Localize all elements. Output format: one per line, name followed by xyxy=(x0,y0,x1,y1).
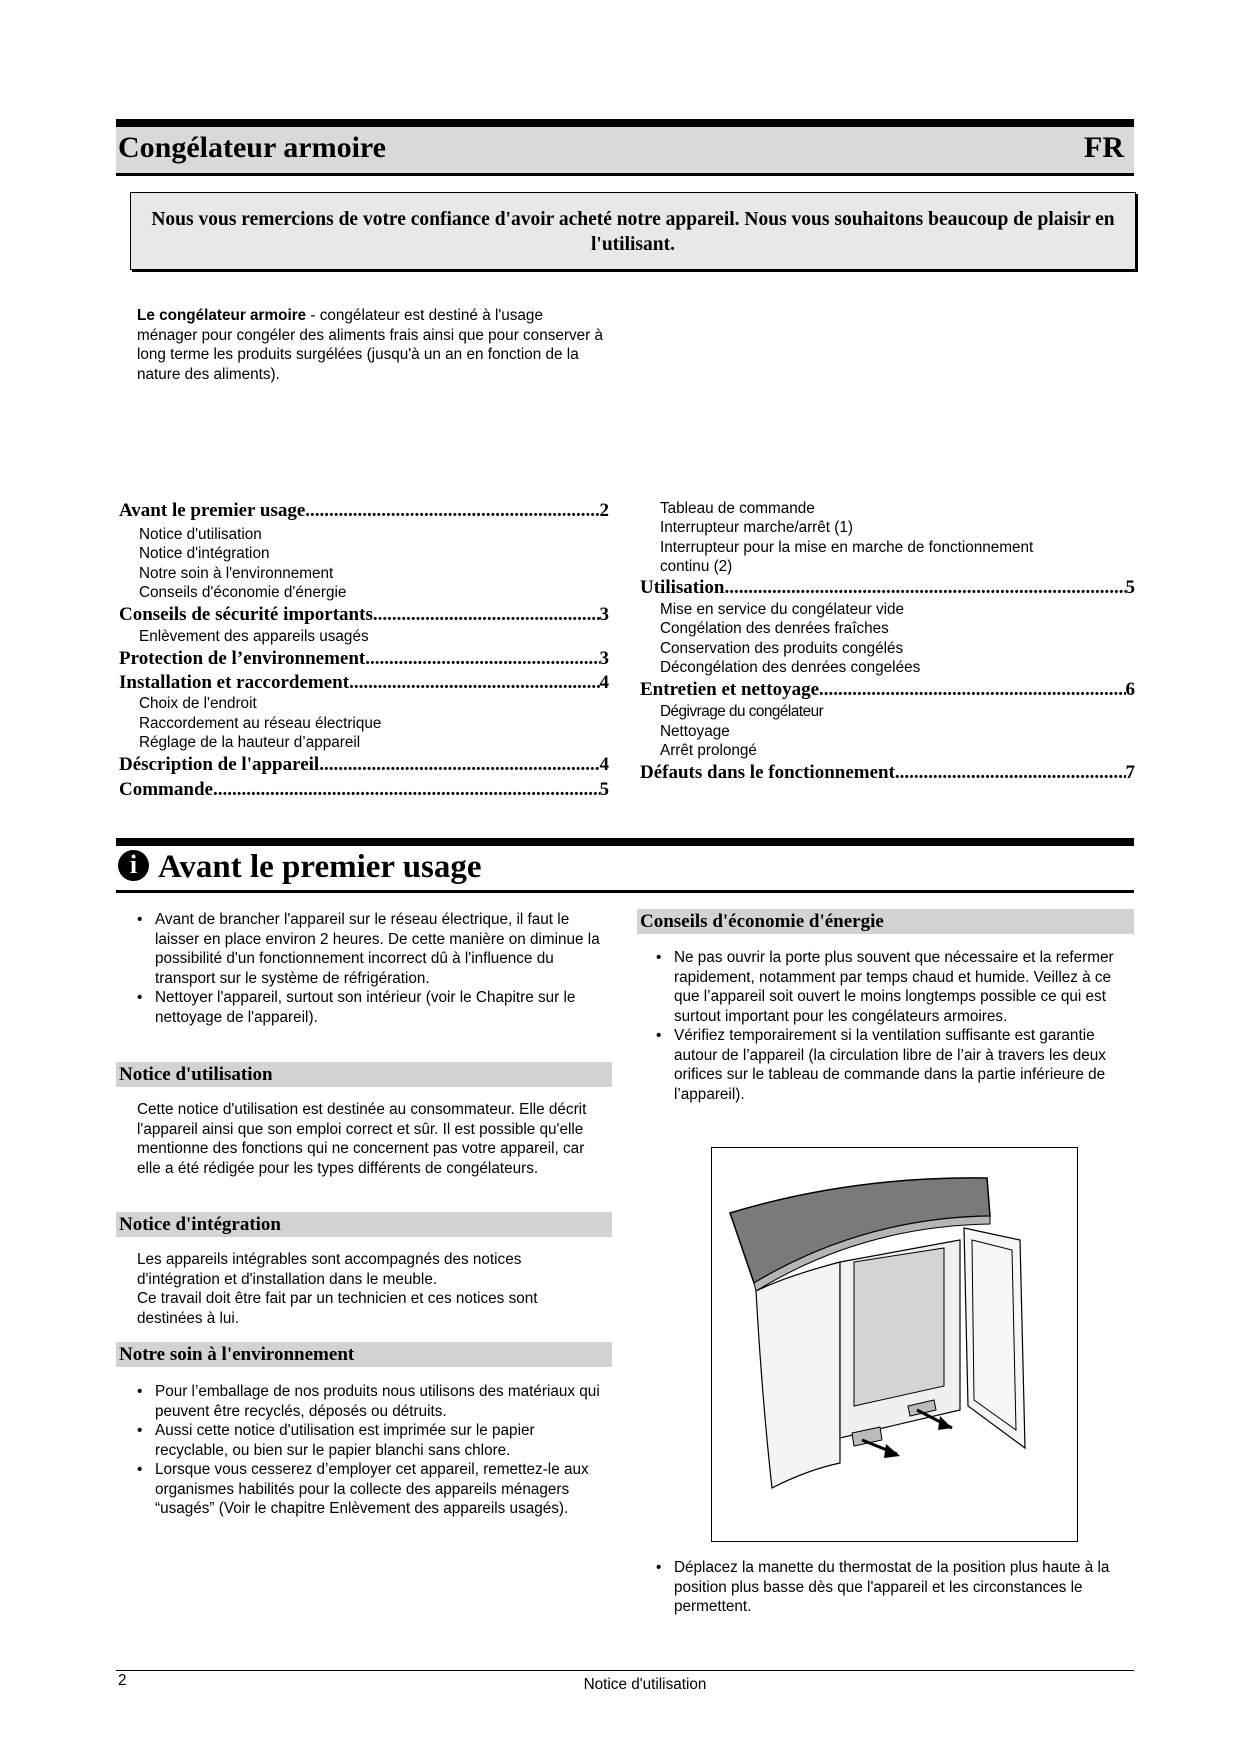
toc-subentry[interactable]: Réglage de la hauteur d’appareil xyxy=(139,734,361,752)
list-item: • Pour l’emballage de nos produits nous utilisons des matériaux qui peuvent être recyclés, déposés ou détruits. xyxy=(137,1382,607,1421)
subhead-notice-integration: Notice d'intégration xyxy=(116,1212,612,1237)
subhead-environnement: Notre soin à l'environnement xyxy=(116,1342,612,1367)
toc-subentry[interactable]: Interrupteur pour la mise en marche de fonctionnement xyxy=(660,538,1034,556)
notice-utilisation-text: Cette notice d'utilisation est destinée au consommateur. Elle décrit l'appareil ainsi que son emploi correct et sûr. Il est possible qu'elle mentionne des fonctions qui ne concernent pas votre appareil, car elle a été rédigée pour les types différents de congélateurs. xyxy=(137,1101,587,1177)
notice-integration-text-1: Les appareils intégrables sont accompagnés des notices d'intégration et d'installation dans le meuble. xyxy=(137,1251,522,1288)
freezer-illustration xyxy=(711,1147,1078,1542)
toc-subentry[interactable]: continu (2) xyxy=(660,557,733,575)
toc-subentry[interactable]: Congélation des denrées fraîches xyxy=(660,620,889,638)
language-code: FR xyxy=(1084,131,1124,164)
toc-entry[interactable]: Entretien et nettoyage ..... 6 xyxy=(640,679,1135,703)
notice-integration-text xyxy=(137,1250,607,1328)
intro-paragraph xyxy=(137,306,607,384)
list-item: • Ne pas ouvrir la porte plus souvent que nécessaire et la refermer rapidement, notamment par temps chaud et humide. Veillez à ce que l’appareil soit ouvert le moins longtemps possible ce qui est surtout important pour les congélateurs armoires. xyxy=(656,948,1134,1026)
toc-subentry[interactable]: Enlèvement des appareils usagés xyxy=(139,628,369,646)
list-item: • Vérifiez temporairement si la ventilation suffisante est garantie autour de l’appareil (la circulation libre de l’air à travers les deux orifices sur le tableau de commande dans la partie inférieure de l’appareil). xyxy=(656,1026,1134,1104)
list-item: • Déplacez la manette du thermostat de la position plus haute à la position plus basse dès que l'appareil et les circonstances le permettent. xyxy=(656,1558,1134,1617)
toc-subentry[interactable]: Conseils d'économie d'énergie xyxy=(139,583,347,601)
list-item: • Avant de brancher l'appareil sur le réseau électrique, il faut le laisser en place environ 2 heures. De cette manière on diminue la possibilité d'un fonctionnement incorrect dû à l'influence du transport sur le système de réfrigération. xyxy=(137,910,607,988)
economie-bullets xyxy=(656,948,1134,1104)
section-title: Avant le premier usage xyxy=(158,849,482,885)
toc-entry[interactable]: Conseils de sécurité importants ..... 3 xyxy=(119,604,609,628)
toc-subentry[interactable]: Interrupteur marche/arrêt (1) xyxy=(660,519,853,537)
toc-subentry[interactable]: Dégivrage du congélateur xyxy=(660,703,824,721)
toc-subentry[interactable]: Nettoyage xyxy=(660,722,730,740)
toc-subentry[interactable]: Tableau de commande xyxy=(660,500,815,517)
subhead-notice-utilisation: Notice d'utilisation xyxy=(116,1062,612,1087)
toc-subentry[interactable]: Choix de l'endroit xyxy=(139,695,257,713)
environnement-bullets xyxy=(137,1382,607,1519)
list-item: • Lorsque vous cesserez d’employer cet appareil, remettez-le aux organismes habilités pour la collecte des appareils ménagers “usagés” (Voir le chapitre Enlèvement des appareils usagés). xyxy=(137,1460,607,1519)
toc-subentry[interactable]: Notice d'intégration xyxy=(139,545,270,563)
toc-entry[interactable]: Protection de l’environnement ..... 3 xyxy=(119,648,609,672)
toc-subentry[interactable]: Notre soin à l'environnement xyxy=(139,564,334,582)
list-item: • Aussi cette notice d'utilisation est imprimée sur le papier recyclable, ou bien sur le papier blanchi sans chlore. xyxy=(137,1421,607,1460)
toc-subentry[interactable]: Raccordement au réseau électrique xyxy=(139,714,382,732)
section-top-rule xyxy=(116,838,1134,846)
subhead-economie: Conseils d'économie d'énergie xyxy=(637,909,1134,934)
toc-subentry[interactable]: Conservation des produits congélés xyxy=(660,639,904,657)
thermostat-bullet xyxy=(656,1558,1134,1617)
toc-subentry[interactable]: Arrêt prolongé xyxy=(660,741,757,759)
toc-entry[interactable]: Commande ..... 5 xyxy=(119,779,609,804)
toc-right xyxy=(640,500,1135,787)
page-number: 2 xyxy=(118,1672,127,1689)
toc-left xyxy=(119,500,609,804)
thanks-message: Nous vous remercions de votre confiance d'avoir acheté notre appareil. Nous vous souhaitons beaucoup de plaisir en l'utilisant. xyxy=(151,209,1115,255)
toc-entry[interactable]: Déscription de l'appareil ..... 4 xyxy=(119,754,609,779)
footer-title: Notice d'utilisation xyxy=(583,1676,707,1693)
toc-entry[interactable]: Avant le premier usage ..... 2 xyxy=(119,500,609,526)
toc-entry[interactable]: Défauts dans le fonctionnement ..... 7 xyxy=(640,762,1135,787)
intro-bold: Le congélateur armoire xyxy=(137,307,307,324)
toc-subentry[interactable]: Décongélation des denrées congelées xyxy=(660,659,921,677)
intro-bullets xyxy=(137,910,607,1027)
intro-rest: - congélateur est destiné à l'usage ménager pour congéler des aliments frais ainsi que pour conserver à long terme les produits surgélées (jusqu'à un an en fonction de la nature des aliments). xyxy=(137,307,603,383)
freezer-drawing xyxy=(712,1148,1077,1541)
section-underline xyxy=(116,890,1134,893)
notice-integration-text-2: Ce travail doit être fait par un technicien et ces notices sont destinées à lui. xyxy=(137,1290,538,1327)
header-top-rule xyxy=(116,119,1134,127)
page-title: Congélateur armoire xyxy=(118,131,386,164)
toc-subentry[interactable]: Notice d'utilisation xyxy=(139,526,262,543)
toc-entry[interactable]: Utilisation ..... 5 xyxy=(640,577,1135,601)
list-item: • Nettoyer l'appareil, surtout son intérieur (voir le Chapitre sur le nettoyage de l'appareil). xyxy=(137,988,607,1027)
info-icon-glyph: i xyxy=(129,850,138,879)
footer-rule xyxy=(116,1670,1134,1671)
toc-subentry[interactable]: Mise en service du congélateur vide xyxy=(660,601,905,619)
toc-entry[interactable]: Installation et raccordement ..... 4 xyxy=(119,672,609,695)
